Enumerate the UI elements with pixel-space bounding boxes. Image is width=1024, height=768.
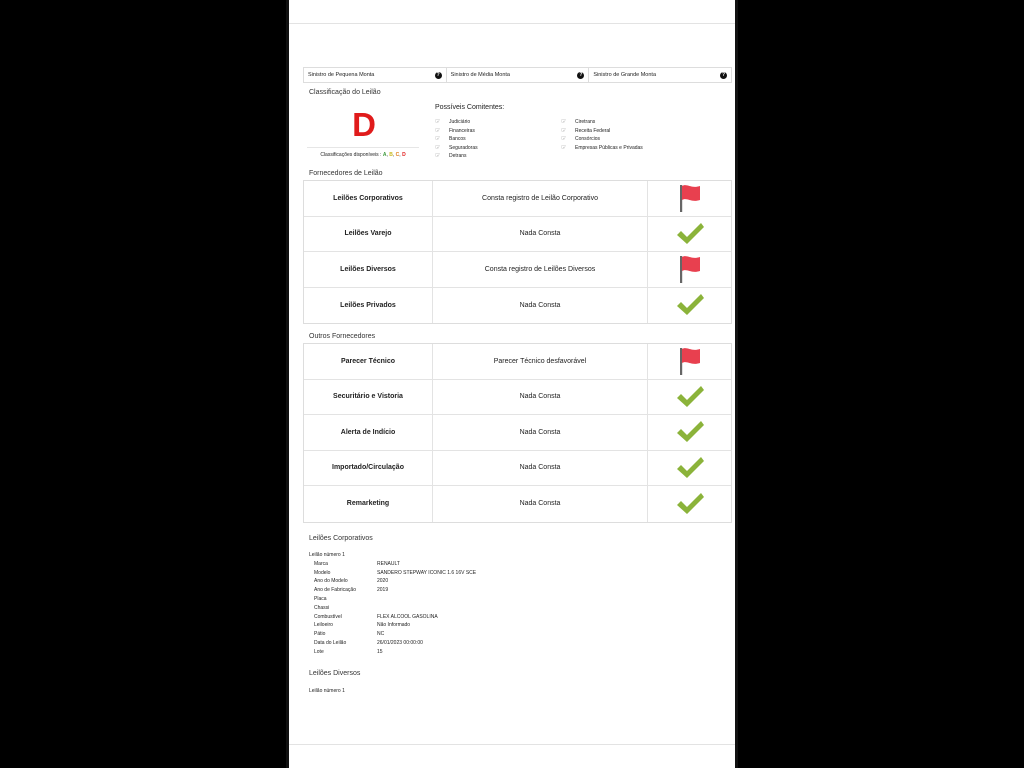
detail-row xyxy=(309,577,476,586)
grade-c: C xyxy=(395,152,400,158)
comitente-item xyxy=(561,135,643,144)
diversos-detail xyxy=(309,687,345,696)
detail-fields xyxy=(309,560,476,657)
comitente-label: Judiciário xyxy=(449,119,471,125)
comitente-item xyxy=(435,152,478,161)
detail-label: Chassi xyxy=(314,604,330,611)
provider-status: Nada Consta xyxy=(433,217,648,252)
check-icon xyxy=(648,486,731,522)
detail-label: Pátio xyxy=(314,631,326,638)
pointing-hand-icon: ☞ xyxy=(561,119,567,125)
comitentes-title: Possíveis Comitentes: xyxy=(435,104,505,111)
detail-row xyxy=(309,648,476,657)
provider-name: Leilões Corporativos xyxy=(304,181,433,216)
provider-row xyxy=(304,451,731,487)
question-icon[interactable]: ? xyxy=(436,72,440,78)
check-icon xyxy=(648,415,731,450)
pointing-hand-icon: ☞ xyxy=(561,136,567,143)
detail-row xyxy=(309,621,476,630)
provider-status: Consta registro de Leilão Corporativo xyxy=(433,181,648,216)
comitentes-col1 xyxy=(435,118,478,161)
provider-name: Leilões Varejo xyxy=(304,217,433,252)
provider-name: Leilões Privados xyxy=(304,288,433,324)
sinistro-bar xyxy=(303,67,732,83)
check-icon xyxy=(648,380,731,415)
check-icon xyxy=(648,451,731,486)
provider-name: Alerta de Indício xyxy=(304,415,433,450)
provider-row xyxy=(304,486,731,522)
red-flag-icon xyxy=(648,181,731,216)
report-page xyxy=(286,0,738,768)
provider-name: Leilões Diversos xyxy=(304,252,433,287)
comitente-item xyxy=(435,127,478,136)
comitente-label: Ciretrans xyxy=(575,119,596,125)
detail-label: Placa xyxy=(314,595,327,602)
outros-title: Outros Fornecedores xyxy=(309,333,376,340)
check-icon xyxy=(648,288,731,324)
corporativos-detail xyxy=(309,551,476,657)
detail-value: RENAULT xyxy=(377,560,400,567)
question-icon[interactable]: ? xyxy=(579,72,583,78)
classificacoes-disponiveis: Classificações disponíveis : A, B, C, D xyxy=(320,152,406,158)
comitente-label: Bancos xyxy=(449,136,466,143)
comitente-label: Receita Federal xyxy=(575,127,611,134)
comitentes-col2 xyxy=(561,118,643,152)
detail-label: Ano do Modelo xyxy=(314,578,348,585)
detail-row xyxy=(309,560,476,569)
pointing-hand-icon: ☞ xyxy=(561,127,567,134)
classificacoes-label: Classificações disponíveis : xyxy=(320,152,382,158)
fornecedores-table xyxy=(303,180,732,324)
detail-value: 26/01/2023 00:00:00 xyxy=(377,639,423,646)
detail-label: Data do Leilão xyxy=(314,639,347,646)
provider-row xyxy=(304,415,731,451)
comitente-label: Detrans xyxy=(449,153,467,160)
provider-status: Nada Consta xyxy=(433,415,648,450)
pointing-hand-icon: ☞ xyxy=(435,127,441,134)
comitente-label: Financeiras xyxy=(449,127,475,134)
provider-name: Parecer Técnico xyxy=(304,344,433,379)
provider-status: Parecer Técnico desfavorável xyxy=(433,344,648,379)
sinistro-label: Sinistro de Pequena Monta xyxy=(308,72,375,78)
bottom-divider xyxy=(289,744,735,745)
detail-label: Combustível xyxy=(314,613,342,620)
detail-label: Marca xyxy=(314,560,328,567)
comitente-label: Consórcios xyxy=(575,136,601,143)
classificacao-title: Classificação do Leilão xyxy=(309,89,381,96)
comitente-item xyxy=(561,144,643,153)
sinistro-media xyxy=(447,67,590,83)
detail-row xyxy=(309,630,476,639)
comitente-label: Seguradoras xyxy=(449,144,478,151)
provider-row xyxy=(304,217,731,253)
comitente-item xyxy=(561,118,643,127)
detail-value: 2019 xyxy=(377,587,389,594)
detail-value: 15 xyxy=(377,648,383,655)
red-flag-icon xyxy=(648,252,731,287)
pointing-hand-icon: ☞ xyxy=(435,136,441,143)
pointing-hand-icon: ☞ xyxy=(435,144,441,151)
detail-value: SANDERO STEPWAY ICONIC 1.6 16V SCE xyxy=(377,569,477,576)
red-flag-icon xyxy=(648,344,731,379)
pointing-hand-icon: ☞ xyxy=(435,119,441,125)
leilao-number: Leilão número 1 xyxy=(309,688,345,694)
check-icon xyxy=(648,217,731,252)
detail-row xyxy=(309,569,476,578)
provider-status: Nada Consta xyxy=(433,380,648,415)
detail-row xyxy=(309,586,476,595)
detail-label: Leiloeiro xyxy=(314,622,333,629)
provider-name: Securitário e Vistoria xyxy=(304,380,433,415)
pointing-hand-icon: ☞ xyxy=(435,153,441,160)
outros-table xyxy=(303,343,732,523)
fornecedores-title: Fornecedores de Leilão xyxy=(309,170,383,177)
comitente-label: Empresas Públicas e Privadas xyxy=(575,144,643,151)
top-divider xyxy=(289,23,735,24)
detail-row xyxy=(309,595,476,604)
sinistro-label: Sinistro de Média Monta xyxy=(450,72,510,78)
provider-name: Importado/Circulação xyxy=(304,451,433,486)
grade-b: B xyxy=(389,152,393,158)
provider-row xyxy=(304,288,731,324)
detail-label: Ano de Fabricação xyxy=(314,587,356,594)
corporativos-detail-title: Leilões Corporativos xyxy=(309,535,373,542)
detail-label: Modelo xyxy=(314,569,331,576)
provider-status: Nada Consta xyxy=(433,486,648,522)
provider-status: Nada Consta xyxy=(433,288,648,324)
detail-value: FLEX ALCOOL GASOLINA xyxy=(377,613,438,620)
detail-value: NC xyxy=(377,631,385,638)
detail-value: Não Informado xyxy=(377,622,411,629)
grade-a: A xyxy=(382,152,387,158)
comitente-item xyxy=(561,127,643,136)
provider-name: Remarketing xyxy=(304,486,433,522)
grade-d: D xyxy=(402,152,406,158)
sinistro-pequena xyxy=(303,67,447,83)
provider-row xyxy=(304,344,731,380)
sinistro-label: Sinistro de Grande Monta xyxy=(593,72,657,78)
question-icon[interactable]: ? xyxy=(721,72,726,78)
detail-value: 2020 xyxy=(377,578,389,585)
sinistro-grande xyxy=(589,67,732,83)
provider-row xyxy=(304,181,731,217)
leilao-number: Leilão número 1 xyxy=(309,552,345,558)
detail-row xyxy=(309,604,476,613)
detail-row xyxy=(309,613,476,622)
detail-label: Lote xyxy=(314,648,324,655)
comitente-item xyxy=(435,135,478,144)
grade-divider xyxy=(307,147,419,148)
provider-row xyxy=(304,380,731,416)
diversos-detail-title: Leilões Diversos xyxy=(309,670,361,677)
detail-row xyxy=(309,639,476,648)
pointing-hand-icon: ☞ xyxy=(561,144,567,151)
provider-status: Consta registro de Leilões Diversos xyxy=(433,252,648,287)
provider-row xyxy=(304,252,731,288)
comitente-item xyxy=(435,144,478,153)
grade-letter: D xyxy=(352,106,376,143)
provider-status: Nada Consta xyxy=(433,451,648,486)
comitente-item xyxy=(435,118,478,127)
